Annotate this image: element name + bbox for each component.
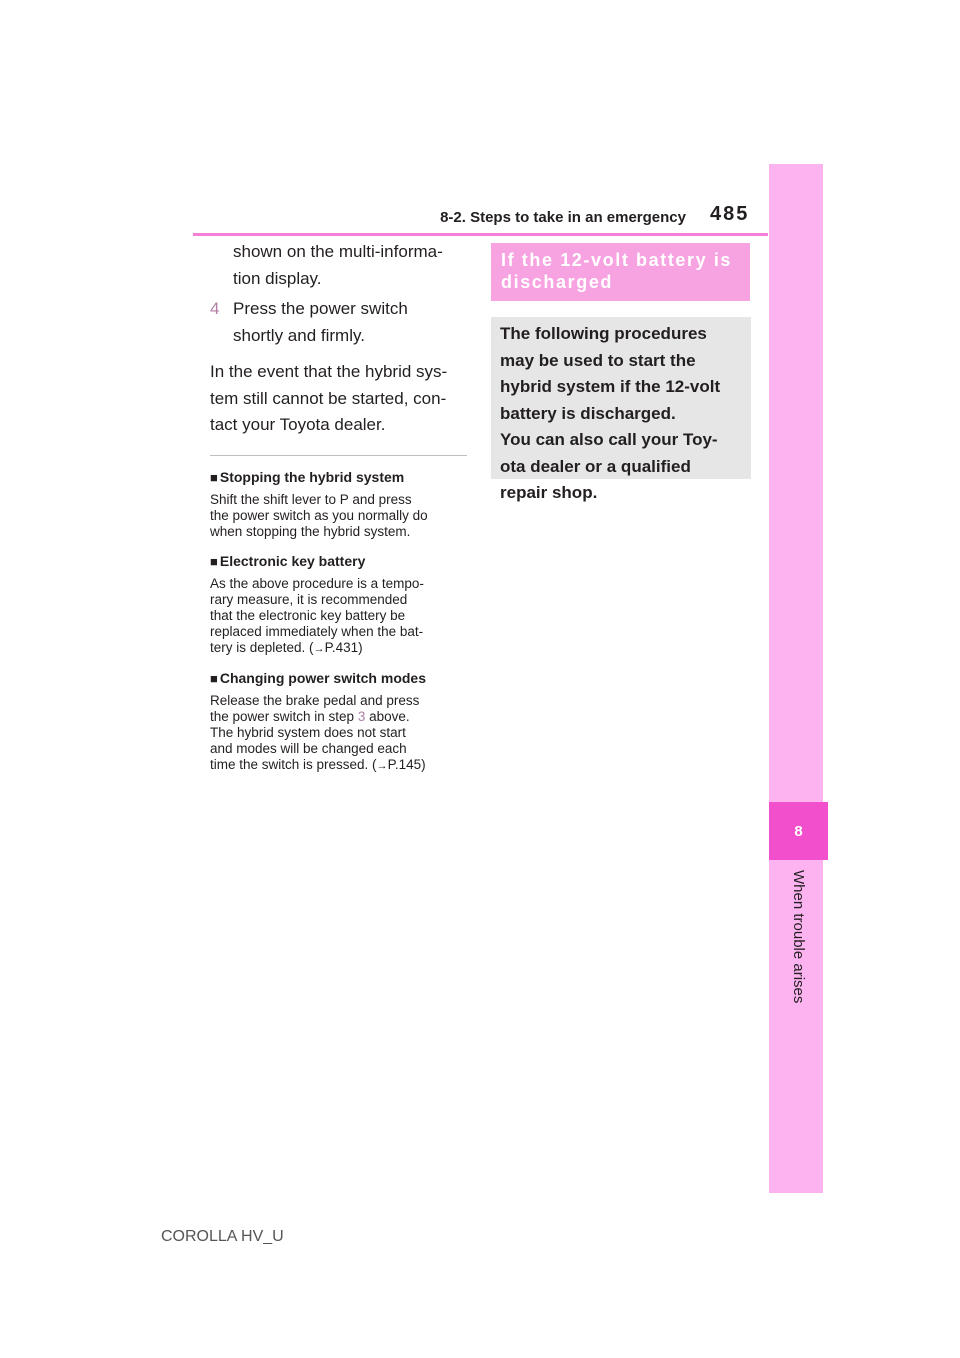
- section-heading-banner: If the 12-volt battery is discharged: [491, 243, 750, 301]
- step-reference: 3: [357, 708, 366, 724]
- note-title: ■ Electronic key battery: [210, 552, 366, 569]
- section-intro-box: The following procedures may be used to start the hybrid system if the 12-volt battery is discharged. You can also call your Toy- ota dealer or a qualified repair shop.: [491, 317, 751, 479]
- section-divider: [210, 455, 467, 456]
- step-number: 4: [210, 299, 220, 318]
- note-title: ■ Stopping the hybrid system: [210, 468, 405, 485]
- note-body: As the above procedure is a tempo- rary measure, it is recommended that the electronic key battery be replaced immediately when the bat- tery is depleted. (→P.431): [210, 575, 424, 655]
- page-reference-link[interactable]: P.431): [324, 639, 363, 655]
- arrow-right-icon: →: [376, 759, 388, 772]
- square-bullet-icon: ■: [210, 469, 218, 485]
- chapter-title-vertical: When trouble arises: [790, 870, 807, 1004]
- note-electronic-key-battery: [210, 552, 470, 657]
- continued-text: shown on the multi-informa- tion display.: [233, 242, 443, 288]
- square-bullet-icon: ■: [210, 553, 218, 569]
- page-reference-link[interactable]: P.145): [387, 756, 426, 772]
- note-stopping-hybrid-system: [210, 468, 470, 540]
- chapter-number-box: 8: [769, 802, 828, 860]
- square-bullet-icon: ■: [210, 670, 218, 686]
- step-4: 4 Press the power switch shortly and firmly.: [210, 296, 470, 349]
- note-body: Shift the shift lever to P and press the power switch as you normally do when stopping the hybrid system.: [210, 491, 428, 539]
- note-body: Release the brake pedal and press the power switch in step 3 above. The hybrid system does not start and modes will be changed each time the switch is pressed. (→P.145): [210, 692, 426, 772]
- footer-model-code: COROLLA HV_U: [161, 1228, 284, 1245]
- page-number: 485: [710, 203, 750, 225]
- left-column: [210, 239, 470, 774]
- running-header-title: 8-2. Steps to take in an emergency: [440, 209, 686, 226]
- note-title: ■ Changing power switch modes: [210, 669, 426, 686]
- note-changing-power-switch-modes: [210, 669, 470, 774]
- arrow-right-icon: →: [313, 642, 325, 655]
- side-thumb-tab: [769, 164, 823, 1193]
- header-rule: [193, 233, 768, 236]
- contact-dealer-paragraph: In the event that the hybrid sys- tem still cannot be started, con- tact your Toyota dealer.: [210, 362, 448, 434]
